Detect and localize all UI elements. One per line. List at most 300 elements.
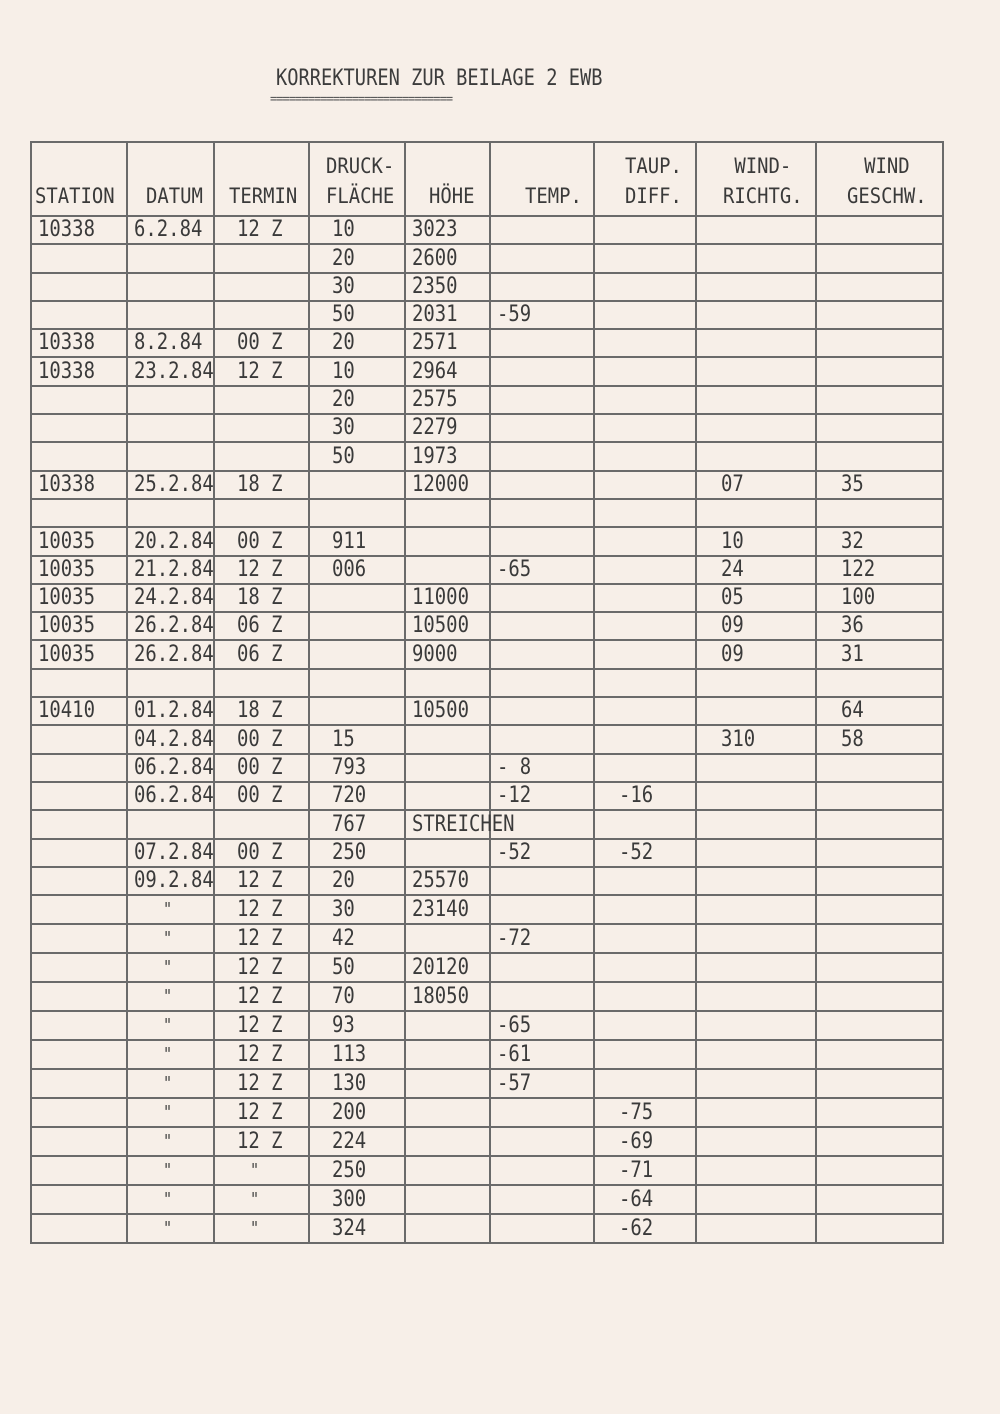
cell-termin: 00 Z: [214, 725, 310, 753]
cell-taup: [594, 754, 696, 782]
cell-druck: 10: [309, 216, 405, 244]
cell-hoehe: 23140: [405, 895, 490, 924]
cell-temp: [490, 414, 594, 442]
cell-taup: [594, 725, 696, 753]
cell-temp: [490, 442, 594, 470]
table-header-row: [31, 142, 943, 216]
cell-druck: 767: [309, 810, 405, 838]
cell-station: [31, 953, 127, 982]
cell-datum: 24.2.84: [127, 584, 214, 612]
cell-temp: -52: [490, 839, 594, 867]
cell-temp: -57: [490, 1069, 594, 1098]
cell-druck: 224: [309, 1127, 405, 1156]
cell-termin: [214, 414, 310, 442]
cell-wrich: [696, 499, 816, 527]
table-row: [31, 697, 943, 725]
cell-termin: [214, 442, 310, 470]
cell-druck: 20: [309, 244, 405, 272]
cell-datum: [127, 386, 214, 414]
cell-taup: [594, 471, 696, 499]
cell-taup: [594, 216, 696, 244]
cell-hoehe: 10500: [405, 697, 490, 725]
table-row: [31, 1127, 943, 1156]
cell-wges: [816, 244, 943, 272]
cell-wges: [816, 953, 943, 982]
cell-termin: 12 Z: [214, 1069, 310, 1098]
cell-hoehe: [405, 924, 490, 953]
cell-wges: [816, 499, 943, 527]
table-row: [31, 953, 943, 982]
cell-termin: ": [214, 1156, 310, 1185]
cell-wges: 35: [816, 471, 943, 499]
cell-temp: [490, 612, 594, 640]
table-row: [31, 725, 943, 753]
cell-wrich: 09: [696, 612, 816, 640]
cell-temp: [490, 471, 594, 499]
table-row: [31, 442, 943, 470]
cell-wrich: [696, 216, 816, 244]
cell-temp: [490, 244, 594, 272]
cell-hoehe: 2279: [405, 414, 490, 442]
cell-wrich: [696, 1214, 816, 1243]
cell-datum: 20.2.84: [127, 527, 214, 555]
page-title: KORREKTUREN ZUR BEILAGE 2 EWB: [276, 66, 603, 91]
cell-hoehe: [405, 527, 490, 555]
cell-temp: [490, 386, 594, 414]
cell-wrich: 05: [696, 584, 816, 612]
table-row: [31, 754, 943, 782]
header-termin: TERMIN: [214, 142, 310, 216]
cell-wges: [816, 1214, 943, 1243]
header-taupunkt-diff: TAUP. DIFF.: [594, 142, 696, 216]
cell-termin: 18 Z: [214, 584, 310, 612]
cell-wges: 64: [816, 697, 943, 725]
header-hoehe: HÖHE: [405, 142, 490, 216]
cell-wrich: 310: [696, 725, 816, 753]
cell-hoehe: 2350: [405, 273, 490, 301]
cell-datum: 26.2.84: [127, 640, 214, 668]
cell-wrich: [696, 924, 816, 953]
table-row: [31, 839, 943, 867]
cell-druck: [309, 584, 405, 612]
cell-station: [31, 244, 127, 272]
cell-hoehe: [405, 1040, 490, 1069]
cell-hoehe: [405, 499, 490, 527]
cell-wrich: [696, 782, 816, 810]
cell-station: [31, 1127, 127, 1156]
cell-taup: -62: [594, 1214, 696, 1243]
cell-druck: 250: [309, 839, 405, 867]
cell-datum: ": [127, 1011, 214, 1040]
cell-datum: 23.2.84: [127, 357, 214, 385]
cell-datum: [127, 810, 214, 838]
table-row: [31, 895, 943, 924]
cell-hoehe: 2964: [405, 357, 490, 385]
cell-termin: [214, 669, 310, 697]
cell-druck: 30: [309, 414, 405, 442]
cell-taup: [594, 556, 696, 584]
cell-termin: ": [214, 1185, 310, 1214]
cell-station: [31, 442, 127, 470]
cell-wrich: [696, 414, 816, 442]
cell-temp: -12: [490, 782, 594, 810]
cell-termin: [214, 810, 310, 838]
cell-druck: [309, 471, 405, 499]
cell-hoehe: [405, 782, 490, 810]
cell-temp: [490, 1156, 594, 1185]
cell-termin: 12 Z: [214, 953, 310, 982]
corrections-table: [30, 141, 944, 1244]
cell-datum: 07.2.84: [127, 839, 214, 867]
cell-temp: [490, 273, 594, 301]
cell-hoehe: 9000: [405, 640, 490, 668]
cell-wges: [816, 782, 943, 810]
cell-taup: [594, 953, 696, 982]
cell-station: [31, 1156, 127, 1185]
cell-taup: [594, 982, 696, 1011]
cell-hoehe: [405, 1156, 490, 1185]
cell-wges: [816, 982, 943, 1011]
cell-wges: [816, 442, 943, 470]
cell-taup: [594, 1011, 696, 1040]
cell-datum: 26.2.84: [127, 612, 214, 640]
table-row: [31, 1011, 943, 1040]
cell-termin: 12 Z: [214, 1040, 310, 1069]
cell-termin: 12 Z: [214, 982, 310, 1011]
cell-station: [31, 301, 127, 329]
cell-datum: [127, 414, 214, 442]
cell-hoehe: [405, 1127, 490, 1156]
cell-taup: -64: [594, 1185, 696, 1214]
cell-station: 10410: [31, 697, 127, 725]
cell-wrich: [696, 301, 816, 329]
cell-hoehe: 1973: [405, 442, 490, 470]
cell-temp: [490, 1185, 594, 1214]
cell-datum: ": [127, 1098, 214, 1127]
cell-temp: -61: [490, 1040, 594, 1069]
header-station: STATION: [31, 142, 127, 216]
cell-wrich: [696, 867, 816, 895]
cell-termin: 12 Z: [214, 1127, 310, 1156]
cell-wrich: [696, 1069, 816, 1098]
cell-temp: [490, 584, 594, 612]
cell-taup: -69: [594, 1127, 696, 1156]
cell-wrich: 07: [696, 471, 816, 499]
cell-station: 10035: [31, 612, 127, 640]
cell-hoehe: [405, 669, 490, 697]
cell-datum: 09.2.84: [127, 867, 214, 895]
cell-druck: 720: [309, 782, 405, 810]
table-row: [31, 612, 943, 640]
cell-station: [31, 725, 127, 753]
header-datum: DATUM: [127, 142, 214, 216]
cell-wrich: [696, 442, 816, 470]
cell-temp: [490, 1098, 594, 1127]
table-row: [31, 357, 943, 385]
cell-wrich: [696, 1127, 816, 1156]
cell-hoehe: [405, 556, 490, 584]
table-body: [31, 216, 943, 1243]
cell-druck: [309, 697, 405, 725]
cell-wges: [816, 1011, 943, 1040]
cell-druck: 70: [309, 982, 405, 1011]
cell-hoehe: STREICHEN: [405, 810, 490, 838]
cell-wrich: 09: [696, 640, 816, 668]
cell-wrich: [696, 982, 816, 1011]
cell-station: [31, 1214, 127, 1243]
cell-hoehe: [405, 1011, 490, 1040]
header-druckflaeche: DRUCK- FLÄCHE: [309, 142, 405, 216]
cell-wrich: [696, 1098, 816, 1127]
cell-datum: [127, 301, 214, 329]
cell-temp: [490, 1214, 594, 1243]
cell-station: [31, 895, 127, 924]
cell-wrich: [696, 386, 816, 414]
cell-termin: [214, 499, 310, 527]
cell-datum: ": [127, 1069, 214, 1098]
cell-wrich: [696, 839, 816, 867]
cell-temp: [490, 640, 594, 668]
cell-wges: [816, 216, 943, 244]
cell-hoehe: 12000: [405, 471, 490, 499]
cell-druck: [309, 669, 405, 697]
cell-datum: ": [127, 1156, 214, 1185]
cell-datum: ": [127, 895, 214, 924]
cell-druck: 50: [309, 442, 405, 470]
cell-station: [31, 754, 127, 782]
cell-wges: [816, 1040, 943, 1069]
cell-station: 10035: [31, 527, 127, 555]
table-row: [31, 329, 943, 357]
cell-wges: [816, 924, 943, 953]
cell-station: [31, 1011, 127, 1040]
cell-wges: 31: [816, 640, 943, 668]
cell-datum: 6.2.84: [127, 216, 214, 244]
cell-temp: -65: [490, 1011, 594, 1040]
cell-wrich: 10: [696, 527, 816, 555]
cell-datum: ": [127, 1040, 214, 1069]
cell-station: [31, 924, 127, 953]
cell-hoehe: 18050: [405, 982, 490, 1011]
table-row: [31, 810, 943, 838]
cell-termin: 18 Z: [214, 471, 310, 499]
title-underline: =============================: [270, 92, 453, 107]
cell-wrich: [696, 1185, 816, 1214]
cell-hoehe: [405, 754, 490, 782]
table-row: [31, 1156, 943, 1185]
cell-taup: [594, 442, 696, 470]
cell-wrich: [696, 273, 816, 301]
cell-wges: 32: [816, 527, 943, 555]
cell-taup: [594, 329, 696, 357]
cell-station: 10338: [31, 357, 127, 385]
table-row: [31, 273, 943, 301]
cell-taup: [594, 244, 696, 272]
cell-temp: -65: [490, 556, 594, 584]
cell-station: [31, 982, 127, 1011]
cell-druck: [309, 499, 405, 527]
cell-termin: 06 Z: [214, 612, 310, 640]
cell-termin: 12 Z: [214, 556, 310, 584]
cell-taup: [594, 273, 696, 301]
cell-wges: 100: [816, 584, 943, 612]
cell-wges: [816, 386, 943, 414]
cell-datum: [127, 244, 214, 272]
cell-wrich: [696, 953, 816, 982]
cell-taup: -71: [594, 1156, 696, 1185]
cell-taup: [594, 612, 696, 640]
table-row: [31, 584, 943, 612]
cell-station: 10338: [31, 471, 127, 499]
cell-druck: 93: [309, 1011, 405, 1040]
cell-termin: 00 Z: [214, 782, 310, 810]
table-row: [31, 414, 943, 442]
cell-station: [31, 1040, 127, 1069]
cell-druck: 324: [309, 1214, 405, 1243]
cell-wrich: [696, 754, 816, 782]
cell-datum: ": [127, 1214, 214, 1243]
cell-termin: 00 Z: [214, 754, 310, 782]
cell-termin: 12 Z: [214, 357, 310, 385]
table-row: [31, 924, 943, 953]
cell-station: [31, 782, 127, 810]
cell-taup: [594, 386, 696, 414]
cell-temp: [490, 697, 594, 725]
cell-station: 10035: [31, 556, 127, 584]
cell-datum: 04.2.84: [127, 725, 214, 753]
cell-station: [31, 1069, 127, 1098]
cell-datum: [127, 273, 214, 301]
cell-wrich: [696, 810, 816, 838]
cell-wges: 36: [816, 612, 943, 640]
cell-datum: 8.2.84: [127, 329, 214, 357]
cell-wges: [816, 329, 943, 357]
cell-taup: [594, 357, 696, 385]
cell-station: 10035: [31, 640, 127, 668]
cell-hoehe: 2600: [405, 244, 490, 272]
cell-station: [31, 499, 127, 527]
cell-hoehe: 25570: [405, 867, 490, 895]
cell-wges: [816, 810, 943, 838]
cell-wges: 58: [816, 725, 943, 753]
cell-station: [31, 1185, 127, 1214]
cell-temp: [490, 329, 594, 357]
cell-hoehe: 2571: [405, 329, 490, 357]
cell-wrich: [696, 1011, 816, 1040]
cell-datum: ": [127, 1127, 214, 1156]
cell-termin: 00 Z: [214, 329, 310, 357]
cell-station: 10338: [31, 329, 127, 357]
table-row: [31, 527, 943, 555]
cell-temp: [490, 1127, 594, 1156]
cell-datum: 21.2.84: [127, 556, 214, 584]
cell-termin: 12 Z: [214, 1011, 310, 1040]
header-windrichtung: WIND- RICHTG.: [696, 142, 816, 216]
cell-hoehe: [405, 1098, 490, 1127]
cell-druck: 006: [309, 556, 405, 584]
cell-termin: 06 Z: [214, 640, 310, 668]
table-row: [31, 556, 943, 584]
cell-druck: 911: [309, 527, 405, 555]
cell-taup: [594, 867, 696, 895]
table-row: [31, 982, 943, 1011]
cell-druck: [309, 640, 405, 668]
cell-termin: 18 Z: [214, 697, 310, 725]
cell-druck: 10: [309, 357, 405, 385]
cell-taup: -16: [594, 782, 696, 810]
cell-hoehe: 3023: [405, 216, 490, 244]
cell-druck: 793: [309, 754, 405, 782]
cell-temp: [490, 982, 594, 1011]
table-row: [31, 640, 943, 668]
table-row: [31, 499, 943, 527]
cell-taup: -75: [594, 1098, 696, 1127]
cell-temp: -72: [490, 924, 594, 953]
cell-termin: 12 Z: [214, 895, 310, 924]
cell-wges: [816, 669, 943, 697]
cell-druck: 50: [309, 301, 405, 329]
cell-termin: 12 Z: [214, 867, 310, 895]
cell-station: 10035: [31, 584, 127, 612]
cell-wges: [816, 1156, 943, 1185]
cell-hoehe: [405, 1185, 490, 1214]
cell-temp: -59: [490, 301, 594, 329]
cell-station: [31, 669, 127, 697]
table-row: [31, 244, 943, 272]
cell-datum: ": [127, 924, 214, 953]
cell-wges: [816, 895, 943, 924]
cell-termin: [214, 244, 310, 272]
cell-druck: 30: [309, 895, 405, 924]
cell-druck: 300: [309, 1185, 405, 1214]
cell-hoehe: [405, 839, 490, 867]
cell-datum: 25.2.84: [127, 471, 214, 499]
cell-wges: [816, 1069, 943, 1098]
cell-wges: [816, 839, 943, 867]
cell-taup: [594, 499, 696, 527]
cell-datum: ": [127, 1185, 214, 1214]
cell-station: [31, 839, 127, 867]
cell-wrich: [696, 357, 816, 385]
cell-taup: [594, 640, 696, 668]
cell-wges: [816, 867, 943, 895]
cell-wrich: [696, 669, 816, 697]
cell-datum: 01.2.84: [127, 697, 214, 725]
cell-station: [31, 1098, 127, 1127]
cell-termin: [214, 386, 310, 414]
cell-datum: [127, 499, 214, 527]
cell-temp: [490, 867, 594, 895]
cell-termin: [214, 301, 310, 329]
cell-termin: 00 Z: [214, 839, 310, 867]
table-row: [31, 216, 943, 244]
cell-druck: 30: [309, 273, 405, 301]
cell-temp: [490, 725, 594, 753]
cell-taup: [594, 697, 696, 725]
cell-station: [31, 414, 127, 442]
cell-termin: 00 Z: [214, 527, 310, 555]
cell-druck: 250: [309, 1156, 405, 1185]
cell-hoehe: [405, 1069, 490, 1098]
cell-druck: 42: [309, 924, 405, 953]
cell-wrich: [696, 329, 816, 357]
cell-taup: [594, 1040, 696, 1069]
cell-temp: [490, 895, 594, 924]
cell-datum: ": [127, 953, 214, 982]
header-windgeschwindigkeit: WIND GESCHW.: [816, 142, 943, 216]
cell-wges: [816, 1098, 943, 1127]
table-row: [31, 1098, 943, 1127]
